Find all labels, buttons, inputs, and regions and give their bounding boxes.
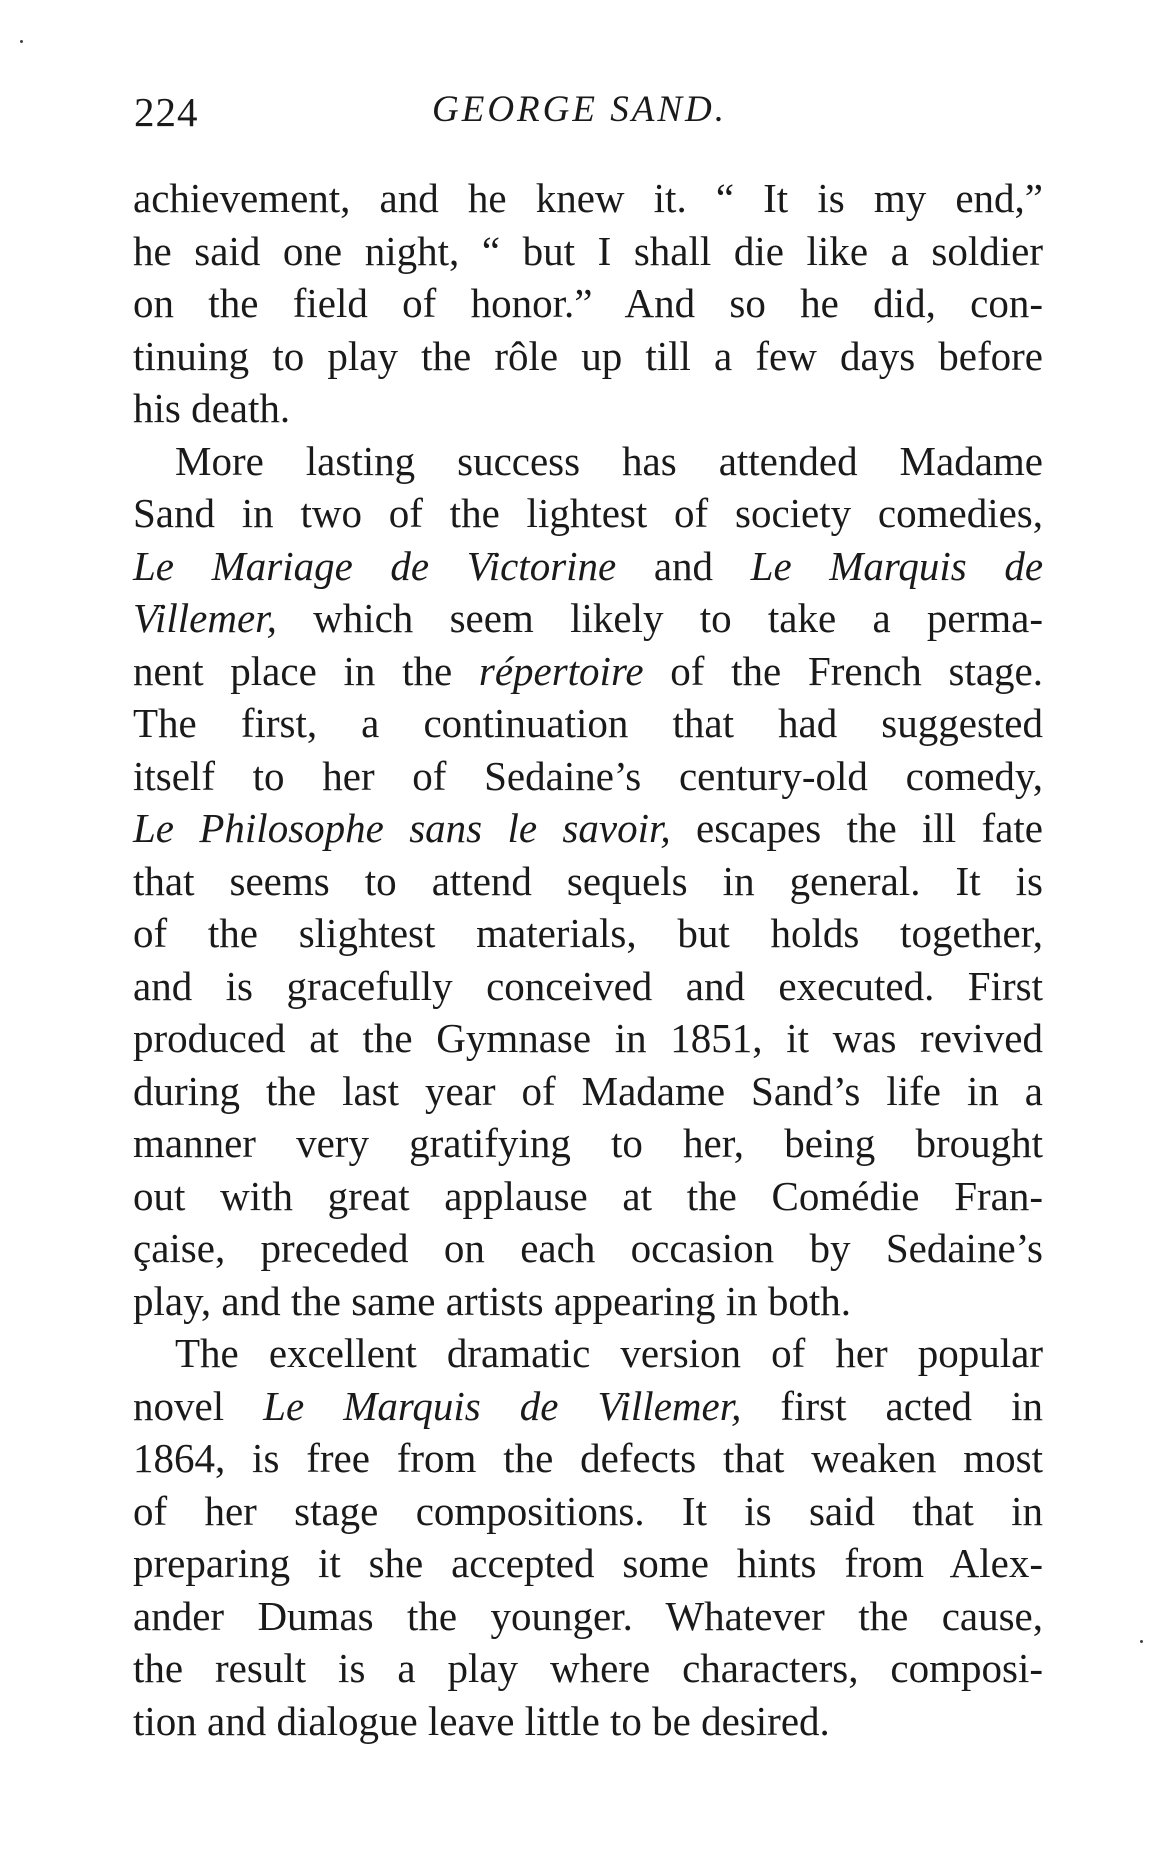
text-line [133,645,1043,698]
text-line [133,960,1043,1013]
text-run: out with great applause at the Comédie Fran- [133,1172,1043,1219]
text-line [133,1117,1043,1170]
text-run: itself to her of Sedaine’s century-old comedy, [133,752,1043,799]
text-line [133,592,1043,645]
running-head: GEORGE SAND. [432,89,727,130]
text-run: he said one night, “ but I shall die like a soldier [133,227,1043,274]
italic-title: Le Marquis de Villemer, [263,1382,742,1429]
text-run: which seem likely to take a perma- [276,595,1043,641]
text-run: More lasting success has attended Madame [175,437,1043,484]
text-line [133,1012,1043,1065]
text-run: produced at the Gymnase in 1851, it was revived [133,1015,1043,1061]
text-line [133,1590,1043,1643]
text-run: The excellent dramatic version of her popular [175,1330,1043,1376]
text-line [133,802,1043,855]
text-run: his death. [133,385,291,431]
text-run: escapes the ill fate [670,805,1043,851]
italic-title: Le Philosophe sans le savoir, [133,805,671,851]
text-run: achievement, and he knew it. “ It is my end,” [133,175,1043,221]
text-line [133,330,1043,383]
italic-title: Villemer, [133,595,277,641]
text-line [133,1537,1043,1590]
text-line [133,1485,1043,1538]
text-line [133,225,1043,278]
text-run: novel [133,1382,264,1429]
text-run: manner very gratifying to her, being brought [133,1120,1043,1166]
text-line [133,382,1043,435]
text-run: 1864, is free from the defects that weaken most [133,1435,1043,1481]
text-run: the result is a play where characters, composi- [133,1645,1043,1691]
text-run: preparing it she accepted some hints from Alex- [133,1540,1043,1586]
text-line [133,1432,1043,1485]
text-run: The first, a continuation that had suggested [133,700,1043,746]
text-line [133,855,1043,908]
text-run: ander Dumas the younger. Whatever the cause, [133,1592,1043,1639]
text-run: Sand in two of the lightest of society comedies, [133,490,1043,536]
text-run: and [616,542,751,589]
text-line [133,1642,1043,1695]
text-run: nent place in the [133,647,479,694]
text-line [133,277,1043,330]
text-line [133,1695,1043,1748]
text-line [133,697,1043,750]
text-line [133,1380,1043,1433]
page-header [130,88,1030,148]
text-line [133,540,1043,593]
text-run: of the slightest materials, but holds together, [133,910,1043,956]
text-line [133,1222,1043,1275]
text-run: çaise, preceded on each occasion by Sedaine’s [133,1225,1043,1271]
text-run: and is gracefully conceived and executed. First [133,962,1043,1009]
text-run: play, and the same artists appearing in both. [133,1277,852,1324]
text-run: tion and dialogue leave little to be desired. [133,1697,830,1744]
body-text [133,172,1043,1747]
italic-title: Le Mariage de Victorine [133,542,617,589]
text-line [133,1327,1043,1380]
text-run: of the French stage. [643,647,1043,694]
italic-title: répertoire [478,647,644,694]
text-line [133,907,1043,960]
text-run: during the last year of Madame Sand’s life in a [133,1067,1043,1114]
text-run: of her stage compositions. It is said that in [133,1487,1043,1534]
text-line [133,750,1043,803]
text-run: first acted in [741,1382,1043,1429]
text-line [133,435,1043,488]
text-line [133,1275,1043,1328]
text-run: that seems to attend sequels in general. It is [133,857,1043,904]
text-run: on the field of honor.” And so he did, con- [133,280,1043,326]
text-line [133,1170,1043,1223]
text-line [133,1065,1043,1118]
text-run: tinuing to play the rôle up till a few days before [133,332,1043,379]
print-speck [1140,1640,1143,1643]
print-speck [20,40,23,43]
italic-title: Le Marquis de [750,542,1044,589]
page-number: 224 [134,89,199,135]
text-line [133,172,1043,225]
text-line [133,487,1043,540]
